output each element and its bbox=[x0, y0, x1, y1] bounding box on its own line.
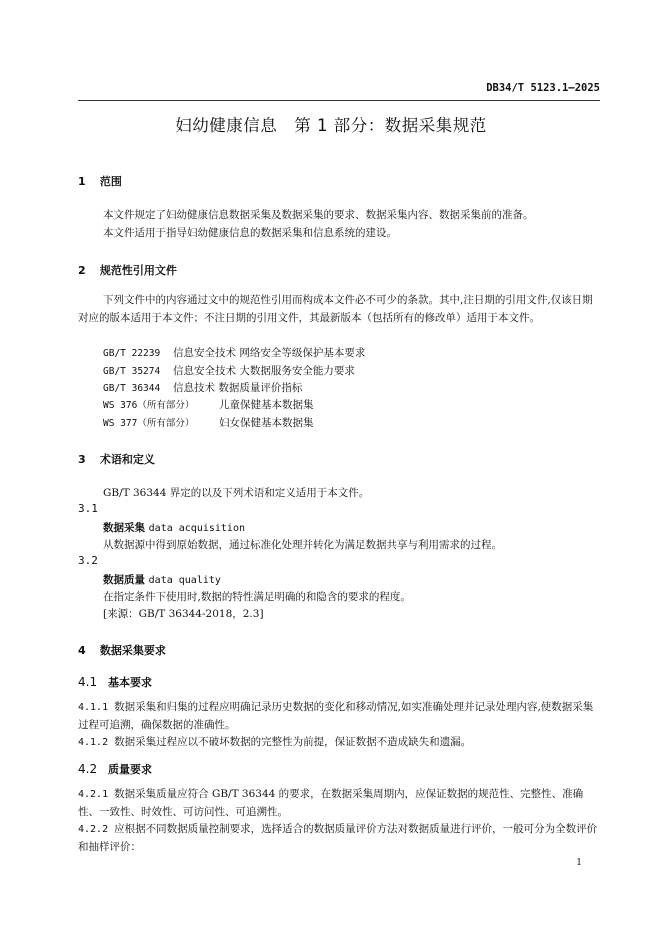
section-2-heading bbox=[78, 262, 177, 278]
header-rule bbox=[78, 100, 600, 101]
term-definition: 从数据源中得到原始数据，通过标准化处理并转化为满足数据共享与利用需求的过程。 bbox=[103, 539, 502, 551]
subsection-4-2-heading bbox=[78, 761, 152, 777]
subsection-title: 基本要求 bbox=[108, 676, 152, 689]
reference-item bbox=[103, 380, 302, 395]
section-title: 术语和定义 bbox=[99, 453, 155, 466]
section-4-heading bbox=[78, 642, 166, 658]
section-title: 规范性引用文件 bbox=[99, 264, 177, 277]
reference-title: 信息安全技术 大数据服务安全能力要求 bbox=[173, 365, 355, 377]
term-number: 3.1 bbox=[78, 502, 98, 515]
section-title: 范围 bbox=[99, 175, 122, 188]
reference-title: 妇女保健基本数据集 bbox=[219, 417, 314, 429]
term-source: [来源：GB/T 36344-2018，2.3] bbox=[103, 608, 264, 620]
term-number: 3.2 bbox=[78, 554, 98, 567]
clause-4-1-2 bbox=[78, 734, 602, 752]
reference-title: 信息安全技术 网络安全等级保护基本要求 bbox=[173, 347, 366, 359]
section-title: 数据采集要求 bbox=[99, 644, 166, 657]
term-en: data acquisition bbox=[148, 523, 245, 534]
paragraph: 本文件适用于指导妇幼健康信息的数据采集和信息系统的建设。 bbox=[103, 227, 397, 239]
section-number: 3 bbox=[78, 453, 86, 466]
section-3-heading bbox=[78, 451, 155, 467]
section-number: 1 bbox=[78, 175, 86, 188]
subsection-4-1-heading bbox=[78, 674, 152, 690]
reference-item bbox=[103, 363, 355, 378]
term-heading bbox=[103, 572, 221, 587]
clause-4-2-1 bbox=[78, 786, 602, 821]
clause-text: 数据采集过程应以不破坏数据的完整性为前提，保证数据不造成缺失和遗漏。 bbox=[114, 736, 472, 748]
reference-code: GB/T 36344 bbox=[103, 383, 161, 394]
clause-text: 数据采集和归集的过程应明确记录历史数据的变化和移动情况,如实准确处理并记录处理内容,使数据采集过程可追溯，确保数据的准确性。 bbox=[78, 701, 594, 731]
reference-item bbox=[103, 415, 314, 430]
clause-number: 4.1.2 bbox=[78, 737, 109, 748]
section-1-heading bbox=[78, 173, 122, 189]
standard-code: DB34/T 5123.1—2025 bbox=[486, 82, 600, 94]
term-zh: 数据采集 bbox=[103, 522, 145, 534]
clause-number: 4.2.1 bbox=[78, 789, 109, 800]
reference-code: GB/T 22239 bbox=[103, 348, 161, 359]
paragraph: GB/T 36344 界定的以及下列术语和定义适用于本文件。 bbox=[103, 487, 370, 499]
reference-code: WS 376（所有部分） bbox=[103, 400, 195, 411]
subsection-title: 质量要求 bbox=[108, 763, 152, 776]
reference-item bbox=[103, 397, 314, 412]
document-title: 妇幼健康信息 第 1 部分：数据采集规范 bbox=[175, 116, 487, 135]
subsection-number: 4.2 bbox=[78, 762, 98, 776]
paragraph: 本文件规定了妇幼健康信息数据采集及数据采集的要求、数据采集内容、数据采集前的准备。 bbox=[103, 209, 534, 221]
reference-title: 信息技术 数据质量评价指标 bbox=[173, 382, 303, 394]
section-number: 4 bbox=[78, 644, 86, 657]
term-heading bbox=[103, 520, 245, 535]
page-number: 1 bbox=[576, 858, 582, 868]
term-definition: 在指定条件下使用时,数据的特性满足明确的和隐含的要求的程度。 bbox=[103, 591, 411, 603]
clause-4-1-1 bbox=[78, 699, 602, 734]
term-en: data quality bbox=[148, 575, 221, 586]
clause-text: 数据采集质量应符合 GB/T 36344 的要求，在数据采集周期内，应保证数据的规范性、完整性、准确性、一致性、时效性、可访问性、可追溯性。 bbox=[78, 788, 584, 818]
section-number: 2 bbox=[78, 264, 86, 277]
clause-number: 4.2.2 bbox=[78, 824, 109, 835]
clause-4-2-2 bbox=[78, 821, 602, 856]
reference-code: GB/T 35274 bbox=[103, 366, 161, 377]
reference-item bbox=[103, 345, 365, 360]
clause-number: 4.1.1 bbox=[78, 702, 109, 713]
clause-text: 应根据不同数据质量控制要求，选择适合的数据质量评价方法对数据质量进行评价，一般可分为全数评价和抽样评价： bbox=[78, 823, 598, 853]
reference-code: WS 377（所有部分） bbox=[103, 418, 195, 429]
reference-title: 儿童保健基本数据集 bbox=[219, 399, 314, 411]
term-zh: 数据质量 bbox=[103, 574, 145, 586]
paragraph: 下列文件中的内容通过文中的规范性引用而构成本文件必不可少的条款。其中,注日期的引用文件,仅该日期对应的版本适用于本文件；不注日期的引用文件，其最新版本（包括所有的修改单）适用于本文件。 bbox=[78, 294, 593, 324]
subsection-number: 4.1 bbox=[78, 675, 98, 689]
